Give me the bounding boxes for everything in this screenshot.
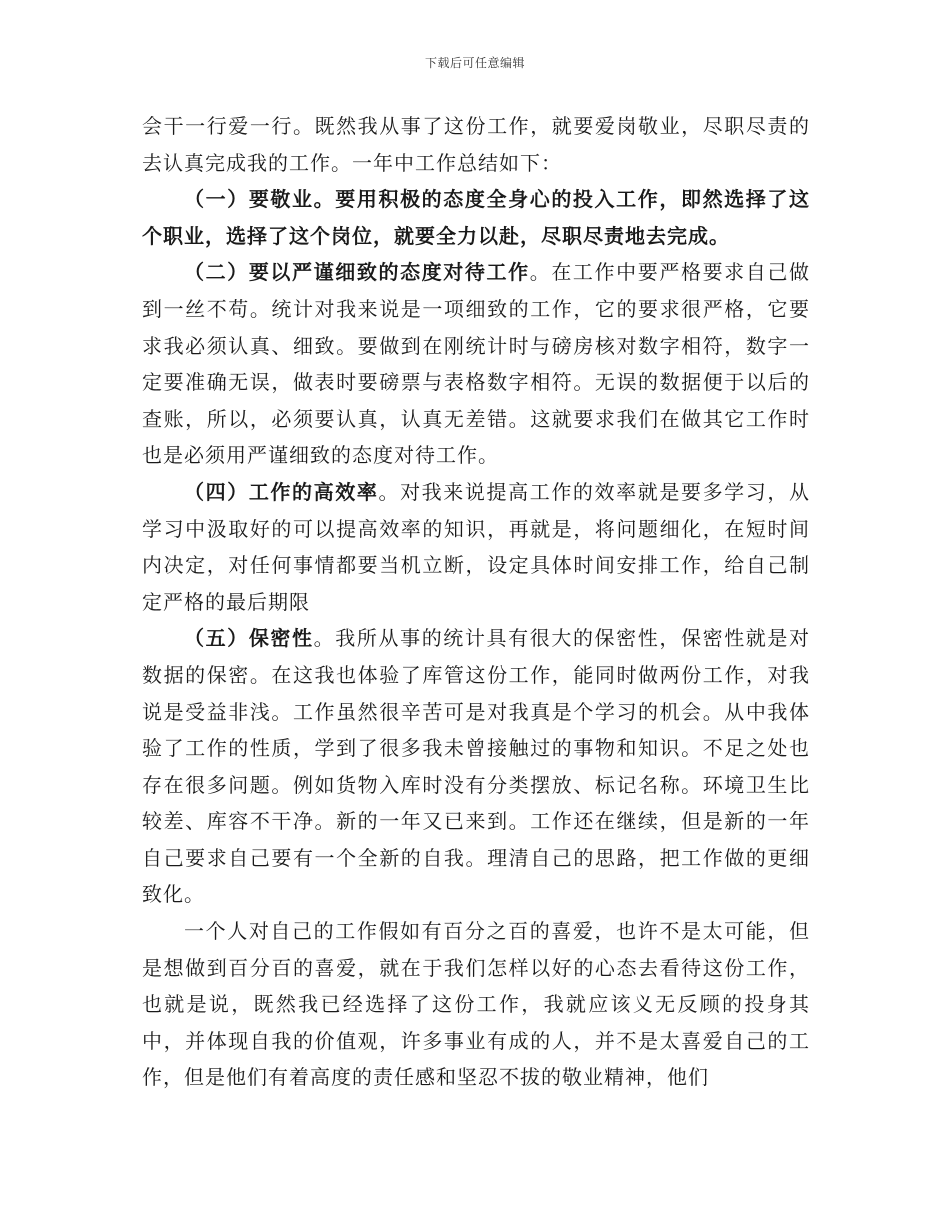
paragraph-text: 。在工作中要严格要求自己做到一丝不苟。统计对我来说是一项细致的工作，它的要求很严格，它要求我必须认真、细致。要做到在刚统计时与磅房核对数字相符，数字一定要准确无误，做表时要磅票与表格数字相符。无误的数据便于以后的查账，所以，必须要认真，认真无差错。这就要求我们在做其它工作时也是必须用严谨细致的态度对待工作。 [142,260,811,468]
document-body [142,108,810,1096]
paragraph-text: 。对我来说提高工作的效率就是要多学习，从学习中汲取好的可以提高效率的知识，再就是，将问题细化，在短时间内决定，对任何事情都要当机立断，设定具体时间安排工作，给自己制定严格的最后期限 [142,479,811,614]
paragraph-section-2 [142,254,810,474]
paragraph-closing [142,913,810,1096]
page-header: 下载后可任意编辑 [424,56,525,70]
paragraph-section-4 [142,474,810,620]
paragraph-lead: （四）工作的高效率 [184,479,379,504]
paragraph-section-5 [142,620,810,913]
paragraph-text: 一个人对自己的工作假如有百分之百的喜爱，也许不是太可能，但是想做到百分百的喜爱，就在于我们怎样以好的心态去看待这份工作，也就是说，既然我已经选择了这份工作，我就应该义无反顾的投身其中，并体现自我的价值观，许多事业有成的人，并不是太喜爱自己的工作，但是他们有着高度的责任感和坚忍不拔的敬业精神，他们 [142,919,810,1090]
paragraph-text: 。我所从事的统计具有很大的保密性，保密性就是对数据的保密。在这我也体验了库管这份工作，能同时做两份工作，对我说是受益非浅。工作虽然很辛苦可是对我真是个学习的机会。从中我体验了工作的性质，学到了很多我未曾接触过的事物和知识。不足之处也存在很多问题。例如货物入库时没有分类摆放、标记名称。环境卫生比较差、库容不干净。新的一年又已来到。工作还在继续，但是新的一年自己要求自己要有一个全新的自我。理清自己的思路，把工作做的更细致化。 [142,626,811,907]
paragraph-text: 会干一行爱一行。既然我从事了这份工作，就要爱岗敬业，尽职尽责的去认真完成我的工作。一年中工作总结如下： [142,114,810,175]
paragraph-lead: （一）要敬业。要用积极的态度全身心的投入工作，即然选择了这个职业，选择了这个岗位，就要全力以赴，尽职尽责地去完成。 [142,187,810,248]
paragraph-section-1 [142,181,810,254]
paragraph-lead: （五）保密性 [184,626,314,651]
paragraph-intro-continuation [142,108,810,181]
paragraph-lead: （二）要以严谨细致的态度对待工作 [184,260,530,285]
